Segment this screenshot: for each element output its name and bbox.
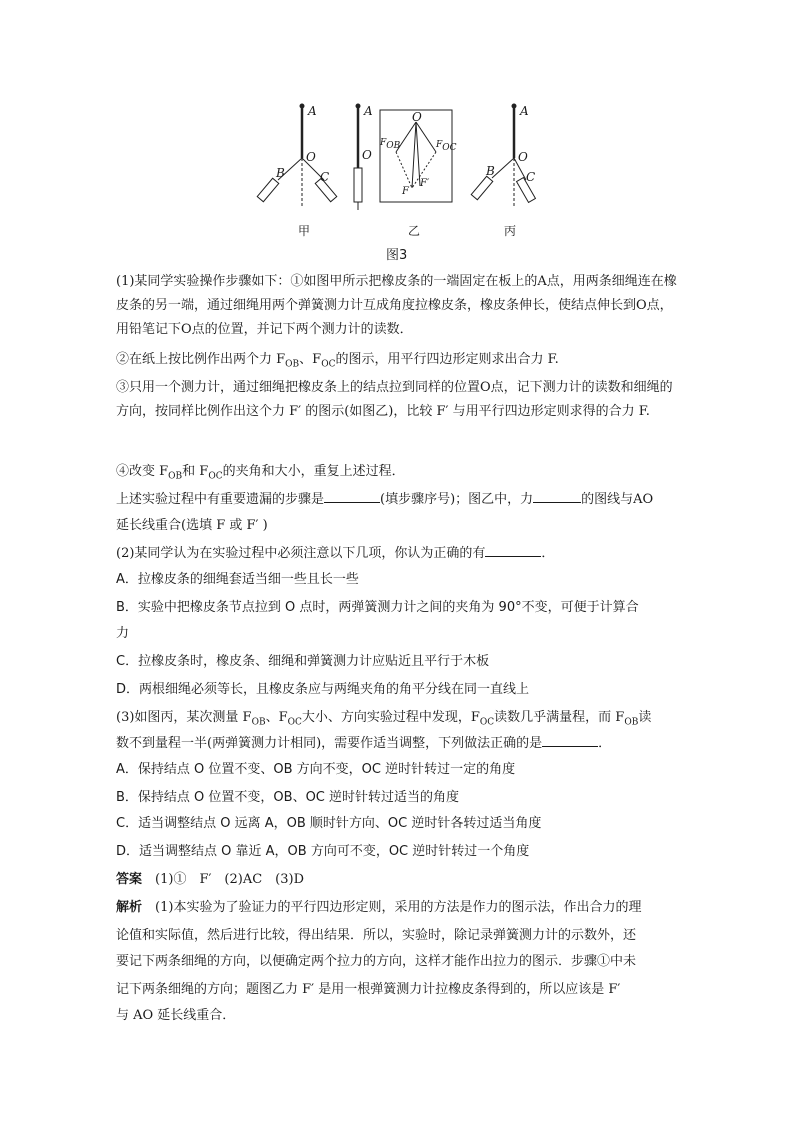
analysis-line4: 记下两条细绳的方向；题图乙力 F′ 是用一根弹簧测力计拉橡皮条得到的，所以应该是 F′	[116, 982, 621, 997]
q3-stem-line2: 数不到量程一半(两弹簧测力计相同)，需要作适当调整，下列做法正确的是 ．	[116, 732, 611, 756]
q1-paragraph-1: (1)某同学实验操作步骤如下：①如图甲所示把橡皮条的一端固定在板上的A点，用两条细绳连在橡皮条的另一端，通过细绳用两个弹簧测力计互成角度拉橡皮条，橡皮条伸长，使结点伸长到O点，用铅笔记下O点的位置，并记下两个测力计的读数．	[116, 274, 677, 337]
q3-option-c: C．适当调整结点 O 远离 A，OB 顺时针方向、OC 逆时针各转过适当角度	[116, 816, 542, 831]
answer-blank-1[interactable]	[324, 488, 380, 503]
answer-blank-3[interactable]	[485, 542, 541, 557]
q1-paragraph-6: 延长线重合(选填 F 或 F′ )	[116, 518, 268, 533]
analysis-line2: 论值和实际值，然后进行比较，得出结果．所以，实验时，除记录弹簧测力计的示数外，还	[116, 928, 637, 943]
label-c-bing: C	[526, 170, 536, 184]
q3-option-d: D．适当调整结点 O 靠近 A，OB 方向可不变，OC 逆时针转过一个角度	[116, 844, 530, 859]
answer-blank-2[interactable]	[533, 488, 581, 503]
label-foc: $F_{OC}$	[436, 140, 457, 153]
label-fob: $F_{OB}$	[380, 138, 401, 151]
answer-label: 答案	[116, 872, 143, 887]
answer-blank-4[interactable]	[542, 732, 598, 747]
q2-option-b-line1: B．实验中把橡皮条节点拉到 O 点时，两弹簧测力计之间的夹角为 90°不变，可便于计算合	[116, 600, 639, 615]
figure-drawing	[250, 98, 550, 268]
label-o-jia: O	[306, 150, 316, 164]
label-o-bing: O	[518, 150, 528, 164]
q2-option-d: D．两根细绳必须等长，且橡皮条应与两绳夹角的角平分线在同一直线上	[116, 682, 530, 697]
sub-label-bing: 丙	[504, 224, 517, 238]
label-o-yi: O	[362, 148, 372, 162]
label-b-bing: B	[486, 164, 495, 178]
q1-paragraph-3: ③只用一个测力计，通过细绳把橡皮条上的结点拉到同样的位置O点，记下测力计的读数和细绳的方向，按同样比例作出这个力 F′ 的图示(如图乙)，比较 F′ 与用平行四边形定则求得的合力 F.	[116, 380, 673, 419]
answer-line	[116, 868, 304, 892]
q2-option-a: A．拉橡皮条的细绳套适当细一些且长一些	[116, 572, 359, 587]
q1-paragraph-2: ②在纸上按比例作出两个力 $F_{OB}$、$F_{OC}$的图示，用平行四边形定则求出合力 F.	[116, 352, 559, 370]
sub-label-yi: 乙	[408, 224, 421, 238]
q2-option-c: C．拉橡皮条时，橡皮条、细绳和弹簧测力计应贴近且平行于木板	[116, 654, 490, 669]
analysis-line1: 解析 (1)本实验为了验证力的平行四边形定则，采用的方法是作力的图示法，作出合力的理	[116, 900, 642, 915]
q3-option-b: B．保持结点 O 位置不变，OB、OC 逆时针转过适当的角度	[116, 790, 460, 805]
answer-text: (1)① F′ (2)AC (3)D	[155, 872, 305, 887]
figure-caption: 图3	[386, 248, 408, 263]
label-b-jia: B	[276, 166, 285, 180]
figure-jia	[257, 104, 337, 208]
label-c-jia: C	[320, 170, 330, 184]
label-f: F	[402, 186, 409, 197]
label-f-prime: F′	[420, 178, 430, 189]
figure-yi-pole	[354, 104, 362, 210]
analysis-line5: 与 AO 延长线重合．	[116, 1008, 236, 1023]
sub-label-jia: 甲	[298, 224, 311, 238]
q1-paragraph-4: ④改变 $F_{OB}$和 $F_{OC}$的夹角和大小，重复上述过程．	[116, 464, 405, 482]
q2-stem: (2)某同学认为在实验过程中必须注意以下几项，你认为正确的有 ．	[116, 542, 554, 566]
q1-paragraph-5: 上述实验过程中有重要遗漏的步骤是 (填步骤序号)；图乙中，力 的图线与AO	[116, 488, 653, 512]
label-o-box: O	[412, 110, 422, 124]
q3-option-a: A．保持结点 O 位置不变、OB 方向不变，OC 逆时针转过一定的角度	[116, 762, 516, 777]
analysis-line3: 要记下两条细绳的方向，以便确定两个拉力的方向，这样才能作出拉力的图示．步骤①中未	[116, 954, 637, 969]
analysis-label: 解析	[116, 900, 143, 915]
q3-stem-line1: (3)如图丙，某次测量 $F_{OB}$、$F_{OC}$大小、方向实验过程中发现，$F_{OC}$读数几乎满量程，而 $F_{OB}$读	[116, 710, 652, 728]
experiment-figure	[250, 98, 550, 268]
label-a-yi: A	[364, 104, 373, 118]
label-a-jia: A	[308, 104, 317, 118]
label-a-bing: A	[520, 104, 529, 118]
q2-option-b-line2: 力	[116, 626, 130, 641]
